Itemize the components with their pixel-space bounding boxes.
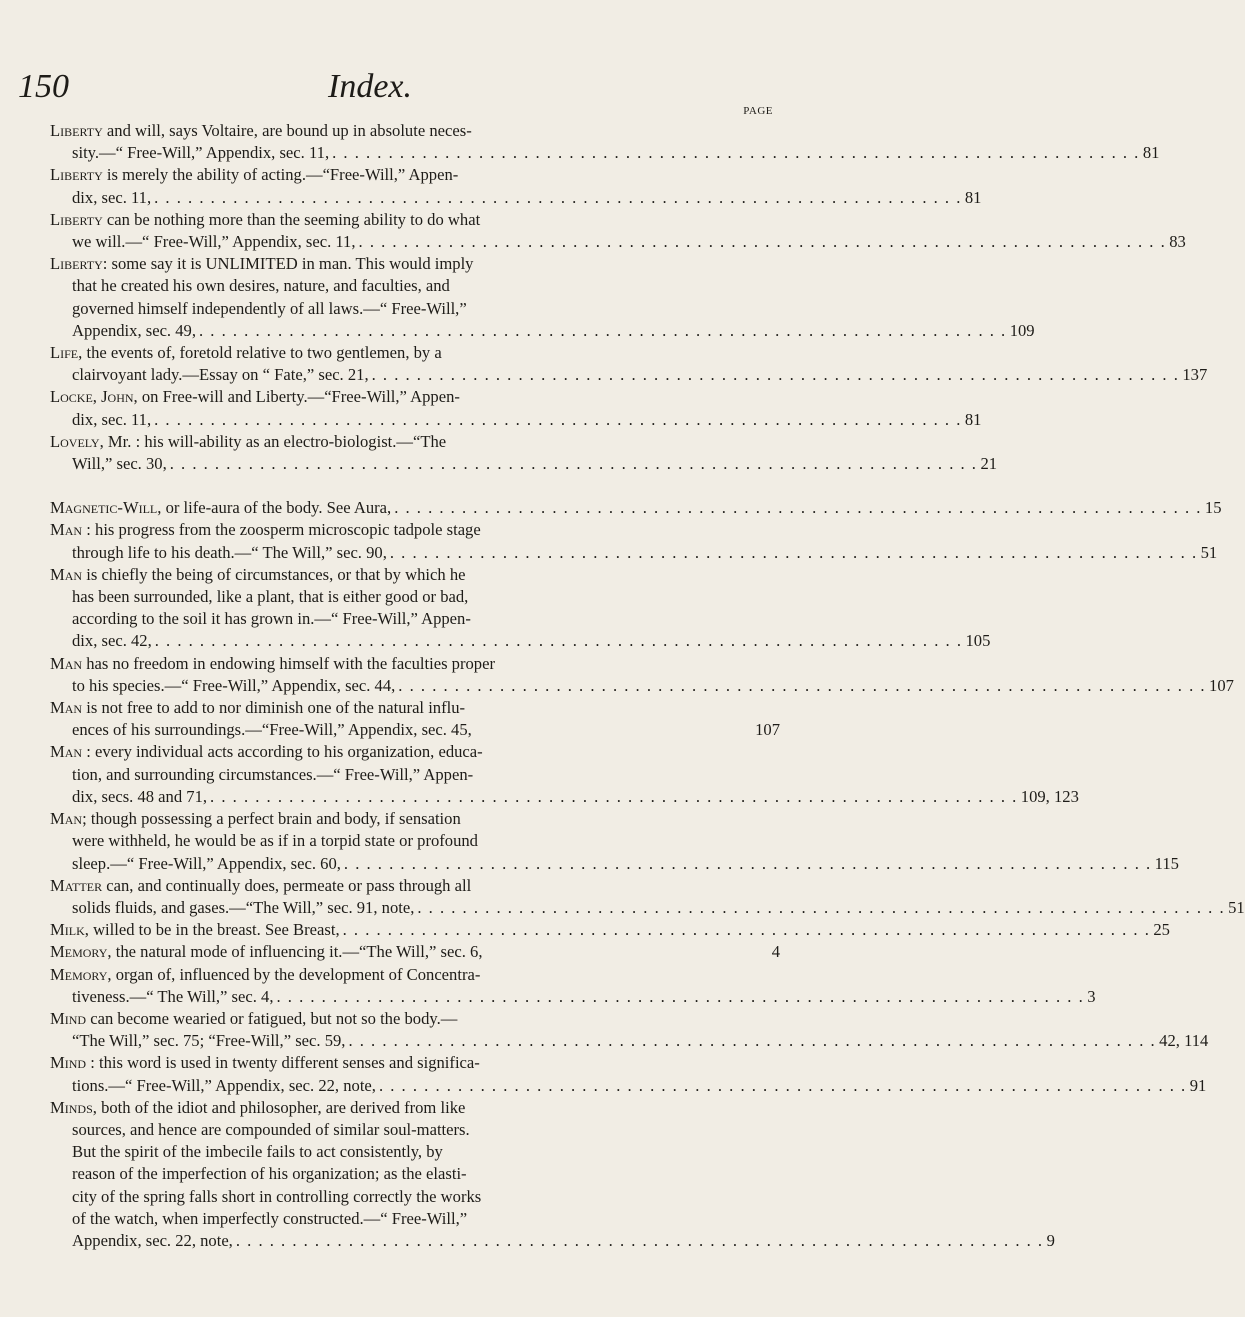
entry-line-text: city of the spring falls short in controlling correctly the works <box>72 1186 482 1206</box>
index-headword: Man <box>50 564 83 584</box>
page-reference: 109, 123 <box>1020 786 1079 806</box>
index-entry <box>50 564 991 653</box>
page-reference: 105 <box>965 631 991 651</box>
index-entry <box>50 1097 1055 1252</box>
dot-leader: . . . . . . . . . . . . . . . . . . . . . . . . . . . . . . . . . . . . . . . . . . . . . . . . . . . . . . . . . . . . . . . . . . . . . . . . <box>358 232 1167 252</box>
entry-line-text: dix, sec. 11, <box>72 409 152 429</box>
index-headword: Matter <box>50 875 103 895</box>
page-reference: 81 <box>964 409 982 429</box>
entry-line <box>50 964 780 986</box>
entry-line <box>50 786 1079 808</box>
entry-line <box>50 164 780 186</box>
entry-line-text: though possessing a perfect brain and body, if sensation <box>90 809 461 829</box>
page-reference: 3 <box>1087 986 1096 1006</box>
index-entry <box>50 697 780 741</box>
page-reference: 4 <box>771 942 780 962</box>
index-headword: Minds, <box>50 1097 97 1117</box>
entry-line-text: is not free to add to nor diminish one of the natural influ- <box>86 698 466 718</box>
page-reference: 51 <box>1228 897 1245 917</box>
entry-line-text: tion, and surrounding circumstances.—“ Free-Will,” Appen- <box>72 764 474 784</box>
entry-line-text: ences of his surroundings.—“Free-Will,” Appendix, sec. 45, <box>72 720 472 740</box>
page-number: 150 <box>18 68 69 105</box>
dot-leader <box>472 719 755 741</box>
entry-line <box>50 120 780 142</box>
entry-line <box>50 1208 780 1230</box>
entry-line-text: can be nothing more than the seeming ability to do what <box>106 209 481 229</box>
entry-text <box>50 941 482 963</box>
entry-line-text: organ of, influenced by the development of Concentra- <box>115 964 481 984</box>
entry-line <box>50 298 780 320</box>
dot-leader: . . . . . . . . . . . . . . . . . . . . . . . . . . . . . . . . . . . . . . . . . . . . . . . . . . . . . . . . . . . . . . . . . . . . . . . . <box>154 409 962 429</box>
index-entry <box>50 386 982 430</box>
entry-line <box>50 564 780 586</box>
page-reference: 42, 114 <box>1159 1031 1209 1051</box>
entry-line <box>50 608 780 630</box>
index-entry <box>50 741 1079 808</box>
index-entry <box>50 941 780 963</box>
entry-line-text: the events of, foretold relative to two gentlemen, by a <box>86 343 442 363</box>
entry-line <box>50 342 780 364</box>
entry-line-text: willed to be in the breast. See Breast, <box>93 920 340 940</box>
entry-line-text: the natural mode of influencing it.—“The Will,” sec. 6, <box>115 942 483 962</box>
index-headword: Man <box>50 698 83 718</box>
entry-line-text: reason of the imperfection of his organization; as the elasti- <box>72 1164 467 1184</box>
entry-line <box>50 1163 780 1185</box>
entry-line-text: we will.—“ Free-Will,” Appendix, sec. 11, <box>72 232 356 252</box>
page-reference: 83 <box>1169 232 1186 252</box>
entry-line-text: governed himself independently of all laws.—“ Free-Will,” <box>72 298 467 318</box>
index-headword: Mind <box>50 1008 87 1028</box>
index-entry <box>50 964 1096 1008</box>
index-headword: Lovely, <box>50 431 104 451</box>
entry-line-text: both of the idiot and philosopher, are derived from like <box>101 1097 466 1117</box>
index-headword: Liberty: <box>50 254 108 274</box>
dot-leader: . . . . . . . . . . . . . . . . . . . . . . . . . . . . . . . . . . . . . . . . . . . . . . . . . . . . . . . . . . . . . . . . . . . . . . . . <box>342 920 1151 940</box>
index-entry <box>50 120 1160 164</box>
index-entry <box>50 209 1186 253</box>
index-entry <box>50 497 1222 519</box>
entry-line-text: has no freedom in endowing himself with the faculties proper <box>86 653 495 673</box>
index-entry <box>50 808 1179 875</box>
entry-line <box>50 630 991 652</box>
entry-line-text: of the watch, when imperfectly constructed.—“ Free-Will,” <box>72 1208 468 1228</box>
index-entry <box>50 431 998 475</box>
page-reference: 9 <box>1046 1230 1055 1250</box>
index-headword: Milk, <box>50 920 89 940</box>
entry-line <box>50 187 982 209</box>
entry-line-text: dix, sec. 42, <box>72 631 152 651</box>
index-headword: Liberty <box>50 209 103 229</box>
dot-leader: . . . . . . . . . . . . . . . . . . . . . . . . . . . . . . . . . . . . . . . . . . . . . . . . . . . . . . . . . . . . . . . . . . . . . . . . <box>332 143 1140 163</box>
dot-leader: . . . . . . . . . . . . . . . . . . . . . . . . . . . . . . . . . . . . . . . . . . . . . . . . . . . . . . . . . . . . . . . . . . . . . . . . <box>169 454 978 474</box>
entry-line-text: can, and continually does, permeate or pass through all <box>106 875 472 895</box>
index-headword: Man; <box>50 809 87 829</box>
entry-line <box>50 808 780 830</box>
dot-leader: . . . . . . . . . . . . . . . . . . . . . . . . . . . . . . . . . . . . . . . . . . . . . . . . . . . . . . . . . . . . . . . . . . . . . . . . <box>348 1031 1157 1051</box>
entry-line-text: sleep.—“ Free-Will,” Appendix, sec. 60, <box>72 853 341 873</box>
entry-line <box>50 675 1234 697</box>
entry-line <box>50 209 780 231</box>
page-reference: 15 <box>1204 498 1222 518</box>
page-reference: 107 <box>755 720 780 740</box>
page-reference: 25 <box>1153 920 1170 940</box>
entry-line-text: has been surrounded, like a plant, that is either good or bad, <box>72 587 469 607</box>
entry-line <box>50 764 780 786</box>
entry-line <box>50 431 780 453</box>
page-reference: 51 <box>1200 542 1218 562</box>
entry-text <box>50 919 340 941</box>
index-headword: Locke, John, <box>50 387 138 407</box>
entry-line-text: sity.—“ Free-Will,” Appendix, sec. 11, <box>72 143 330 163</box>
page-reference: 137 <box>1182 365 1208 385</box>
entry-line-text: tiveness.—“ The Will,” sec. 4, <box>72 986 274 1006</box>
index-headword: Memory, <box>50 942 112 962</box>
entry-line-text: solids fluids, and gases.—“The Will,” sec. 91, note, <box>72 897 415 917</box>
entry-line-text: some say it is UNLIMITED in man. This would imply <box>111 254 474 274</box>
entry-line-text: on Free-will and Liberty.—“Free-Will,” Appen- <box>141 387 460 407</box>
entry-line-text: this word is used in twenty different senses and significa- <box>99 1053 480 1073</box>
entry-line <box>50 986 1096 1008</box>
entry-line-text: were withheld, he would be as if in a torpid state or profound <box>72 831 478 851</box>
entry-line-text: Appendix, sec. 49, <box>72 320 196 340</box>
entry-line <box>50 320 1035 342</box>
dot-leader: . . . . . . . . . . . . . . . . . . . . . . . . . . . . . . . . . . . . . . . . . . . . . . . . . . . . . . . . . . . . . . . . . . . . . . . . <box>276 986 1085 1006</box>
entry-line <box>50 364 1208 386</box>
index-headword: Liberty <box>50 165 103 185</box>
page-reference: 91 <box>1189 1075 1207 1095</box>
page-reference: 81 <box>1142 143 1160 163</box>
dot-leader: . . . . . . . . . . . . . . . . . . . . . . . . . . . . . . . . . . . . . . . . . . . . . . . . . . . . . . . . . . . . . . . . . . . . . . . . <box>343 853 1152 873</box>
entry-line-text: Appendix, sec. 22, note, <box>72 1230 233 1250</box>
entry-line <box>50 719 780 741</box>
entry-line-text: dix, secs. 48 and 71, <box>72 786 208 806</box>
page-reference: 109 <box>1009 320 1035 340</box>
running-title: Index. <box>328 68 413 105</box>
entry-line <box>50 830 780 852</box>
index-headword: Man <box>50 653 83 673</box>
entry-line-text: tions.—“ Free-Will,” Appendix, sec. 22, note, <box>72 1075 376 1095</box>
entry-line <box>50 386 780 408</box>
dot-leader: . . . . . . . . . . . . . . . . . . . . . . . . . . . . . . . . . . . . . . . . . . . . . . . . . . . . . . . . . . . . . . . . . . . . . . . . <box>378 1075 1187 1095</box>
entry-line <box>50 275 780 297</box>
entry-line <box>50 1008 780 1030</box>
index-entry <box>50 253 1035 342</box>
dot-leader <box>482 941 771 963</box>
dot-leader: . . . . . . . . . . . . . . . . . . . . . . . . . . . . . . . . . . . . . . . . . . . . . . . . . . . . . . . . . . . . . . . . . . . . . . . . <box>394 498 1202 518</box>
page-reference: 81 <box>964 187 982 207</box>
index-entry <box>50 653 1234 697</box>
dot-leader: . . . . . . . . . . . . . . . . . . . . . . . . . . . . . . . . . . . . . . . . . . . . . . . . . . . . . . . . . . . . . . . . . . . . . . . . <box>154 631 963 651</box>
entry-line <box>50 875 780 897</box>
dot-leader: . . . . . . . . . . . . . . . . . . . . . . . . . . . . . . . . . . . . . . . . . . . . . . . . . . . . . . . . . . . . . . . . . . . . . . . . <box>371 365 1180 385</box>
entry-line <box>50 409 982 431</box>
entry-line <box>50 1230 1055 1252</box>
index-entry <box>50 519 1218 563</box>
entry-line <box>50 1119 780 1141</box>
entry-line-text: and will, says Voltaire, are bound up in absolute neces- <box>106 121 472 140</box>
entry-line <box>50 897 1245 919</box>
entry-line-text: his progress from the zoosperm microscopic tadpole stage <box>95 520 481 540</box>
entry-line <box>50 542 1218 564</box>
entry-line <box>50 586 780 608</box>
entry-line <box>50 142 1160 164</box>
index-entry <box>50 1052 1207 1096</box>
entry-line-text: to his species.—“ Free-Will,” Appendix, sec. 44, <box>72 675 396 695</box>
entry-line-text: can become wearied or fatigued, but not so the body.— <box>90 1008 458 1028</box>
dot-leader: . . . . . . . . . . . . . . . . . . . . . . . . . . . . . . . . . . . . . . . . . . . . . . . . . . . . . . . . . . . . . . . . . . . . . . . . <box>417 897 1226 917</box>
index-headword: Memory, <box>50 964 112 984</box>
page-header <box>18 68 778 118</box>
entry-line-text: sources, and hence are compounded of similar soul-matters. <box>72 1119 470 1139</box>
entry-line <box>50 453 998 475</box>
entry-line-text: is chiefly the being of circumstances, or that by which he <box>86 564 466 584</box>
index-entry <box>50 919 1170 941</box>
index-headword: Mind : <box>50 1053 95 1073</box>
dot-leader: . . . . . . . . . . . . . . . . . . . . . . . . . . . . . . . . . . . . . . . . . . . . . . . . . . . . . . . . . . . . . . . . . . . . . . . . <box>389 542 1198 562</box>
entry-line <box>50 653 780 675</box>
entry-line-text: or life-aura of the body. See Aura, <box>165 498 392 518</box>
entry-line <box>50 1030 1209 1052</box>
entry-line-text: every individual acts according to his organization, educa- <box>95 742 483 762</box>
entry-line <box>50 1097 780 1119</box>
index-entry <box>50 164 982 208</box>
entry-line-text: Mr. : his will-ability as an electro-biologist.—“The <box>107 431 447 451</box>
entry-line-text: But the spirit of the imbecile fails to act consistently, by <box>72 1142 443 1162</box>
dot-leader: . . . . . . . . . . . . . . . . . . . . . . . . . . . . . . . . . . . . . . . . . . . . . . . . . . . . . . . . . . . . . . . . . . . . . . . . <box>198 320 1007 340</box>
page-reference: 107 <box>1209 675 1234 695</box>
entry-line-text: Will,” sec. 30, <box>72 454 167 474</box>
entry-line <box>50 1075 1207 1097</box>
entry-line-text: dix, sec. 11, <box>72 187 152 207</box>
page-reference: 115 <box>1154 853 1179 873</box>
page-reference: 21 <box>980 454 998 474</box>
entry-line <box>50 1052 780 1074</box>
entry-line-text: clairvoyant lady.—Essay on “ Fate,” sec. 21, <box>72 365 369 385</box>
index-headword: Liberty <box>50 121 103 140</box>
entry-line-text: according to the soil it has grown in.—“ Free-Will,” Appen- <box>72 609 471 629</box>
page-column-label: PAGE <box>743 105 773 117</box>
index-headword: Magnetic-Will, <box>50 498 162 518</box>
index-entry <box>50 1008 1209 1052</box>
index-headword: Man : <box>50 742 91 762</box>
entry-line <box>50 1186 780 1208</box>
dot-leader: . . . . . . . . . . . . . . . . . . . . . . . . . . . . . . . . . . . . . . . . . . . . . . . . . . . . . . . . . . . . . . . . . . . . . . . . <box>235 1230 1044 1250</box>
index-entry <box>50 875 1245 919</box>
index-list <box>50 120 1245 1252</box>
entry-line <box>50 853 1179 875</box>
index-headword: Life, <box>50 343 83 363</box>
dot-leader: . . . . . . . . . . . . . . . . . . . . . . . . . . . . . . . . . . . . . . . . . . . . . . . . . . . . . . . . . . . . . . . . . . . . . . . . <box>154 187 962 207</box>
entry-line <box>50 1141 780 1163</box>
entry-line <box>50 519 780 541</box>
entry-line-text: that he created his own desires, nature, and faculties, and <box>72 276 450 296</box>
entry-line <box>50 253 780 275</box>
dot-leader: . . . . . . . . . . . . . . . . . . . . . . . . . . . . . . . . . . . . . . . . . . . . . . . . . . . . . . . . . . . . . . . . . . . . . . . . <box>398 675 1207 695</box>
entry-line-text: is merely the ability of acting.—“Free-Will,” Appen- <box>106 165 459 185</box>
entry-line <box>50 697 780 719</box>
dot-leader: . . . . . . . . . . . . . . . . . . . . . . . . . . . . . . . . . . . . . . . . . . . . . . . . . . . . . . . . . . . . . . . . . . . . . . . . <box>210 786 1018 806</box>
index-headword: Man : <box>50 520 91 540</box>
section-gap <box>50 475 780 497</box>
entry-text <box>50 497 391 519</box>
entry-line-text: “The Will,” sec. 75; “Free-Will,” sec. 59, <box>72 1031 346 1051</box>
entry-line <box>50 231 1186 253</box>
entry-line-text: through life to his death.—“ The Will,” sec. 90, <box>72 542 387 562</box>
entry-line <box>50 741 780 763</box>
index-entry <box>50 342 1208 386</box>
